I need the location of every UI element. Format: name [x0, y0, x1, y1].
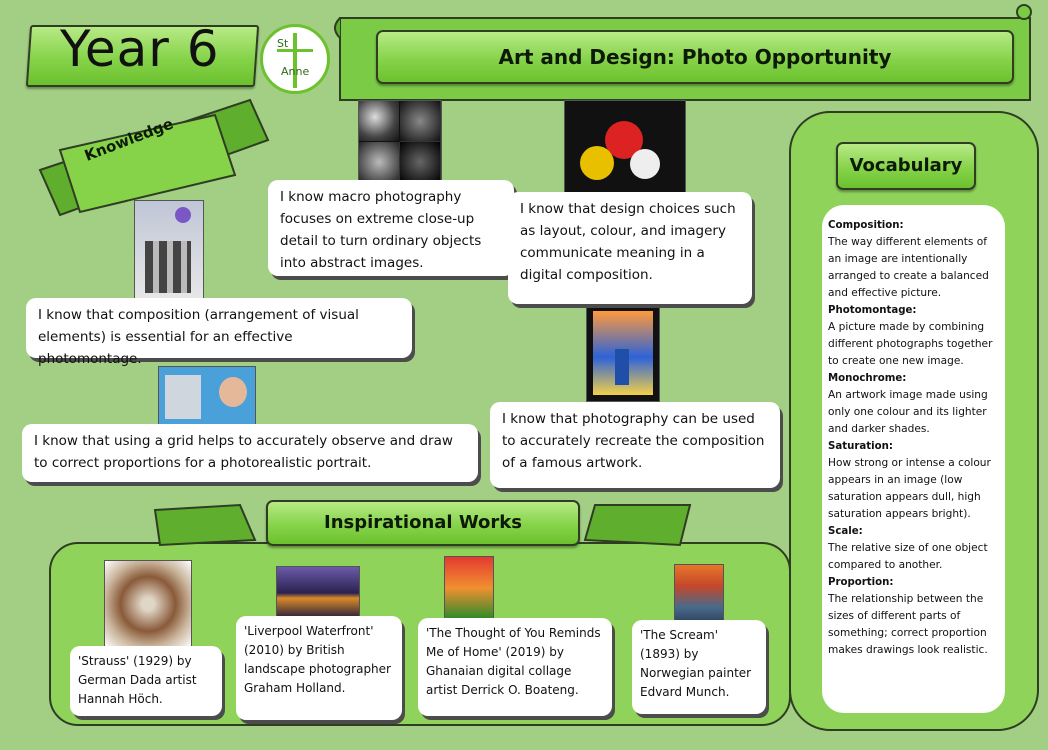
school-logo — [260, 24, 330, 94]
cross-icon — [293, 33, 297, 88]
vocab-term: Saturation: — [828, 441, 893, 452]
vocab-term: Composition: — [828, 220, 904, 231]
work-strauss: 'Strauss' (1929) by German Dada artist Hannah Höch. — [70, 646, 222, 716]
thought-of-you-image — [444, 556, 494, 620]
recreated-artwork-photo — [586, 304, 660, 402]
ukulele-photo — [564, 100, 686, 194]
grid-portrait-photo — [158, 366, 256, 426]
work-the-scream: 'The Scream' (1893) by Norwegian painter Edvard Munch. — [632, 620, 766, 714]
vocabulary-heading-bar — [836, 142, 976, 190]
inspirational-heading: Inspirational Works — [324, 512, 522, 533]
vocab-definition: The relative size of one object compared to another. — [828, 542, 988, 571]
vocabulary-heading: Vocabulary — [849, 155, 963, 176]
macro-photo — [358, 100, 442, 184]
vocab-definition: The relationship between the sizes of different parts of something; correct proportion makes drawings look realistic. — [828, 593, 988, 656]
liverpool-waterfront-image — [276, 566, 360, 620]
vocab-definition: The way different elements of an image are intentionally arranged to create a balanced and effective picture. — [828, 236, 989, 299]
strauss-artwork-image — [104, 560, 192, 648]
vocab-term: Monochrome: — [828, 373, 907, 384]
knowledge-item-grid: I know that using a grid helps to accurately observe and draw to correct proportions for a photorealistic portrait. — [22, 424, 478, 482]
vocab-definition: A picture made by combining different photographs together to create one new image. — [828, 321, 993, 367]
page-title: Art and Design: Photo Opportunity — [498, 45, 892, 69]
knowledge-item-macro: I know macro photography focuses on extreme close-up detail to turn ordinary objects into abstract images. — [268, 180, 514, 276]
knowledge-item-composition: I know that composition (arrangement of visual elements) is essential for an effective photomontage. — [26, 298, 412, 358]
vocabulary-list — [822, 205, 1005, 713]
vocab-term: Proportion: — [828, 577, 894, 588]
work-thought-of-you: 'The Thought of You Reminds Me of Home' (2019) by Ghanaian digital collage artist Derrick O. Boateng. — [418, 618, 612, 716]
vocab-definition: How strong or intense a colour appears in an image (low saturation appears dull, high saturation appears bright). — [828, 457, 991, 520]
knowledge-item-design: I know that design choices such as layout, colour, and imagery communicate meaning in a digital composition. — [508, 192, 752, 304]
photomontage-photo — [134, 200, 204, 300]
knowledge-heading: Knowledge — [82, 114, 176, 165]
logo-text-top: St — [277, 37, 289, 50]
logo-text-bottom: Anne — [281, 65, 310, 78]
year-label: Year 6 — [60, 20, 220, 78]
vocab-term: Photomontage: — [828, 305, 917, 316]
the-scream-image — [674, 564, 724, 626]
vocab-term: Scale: — [828, 526, 863, 537]
knowledge-item-famous-artwork: I know that photography can be used to accurately recreate the composition of a famous artwork. — [490, 402, 780, 488]
vocab-definition: An artwork image made using only one colour and its lighter and darker shades. — [828, 389, 988, 435]
inspirational-heading-bar — [266, 500, 580, 546]
title-bar — [376, 30, 1014, 84]
work-liverpool-waterfront: 'Liverpool Waterfront' (2010) by British landscape photographer Graham Holland. — [236, 616, 402, 720]
